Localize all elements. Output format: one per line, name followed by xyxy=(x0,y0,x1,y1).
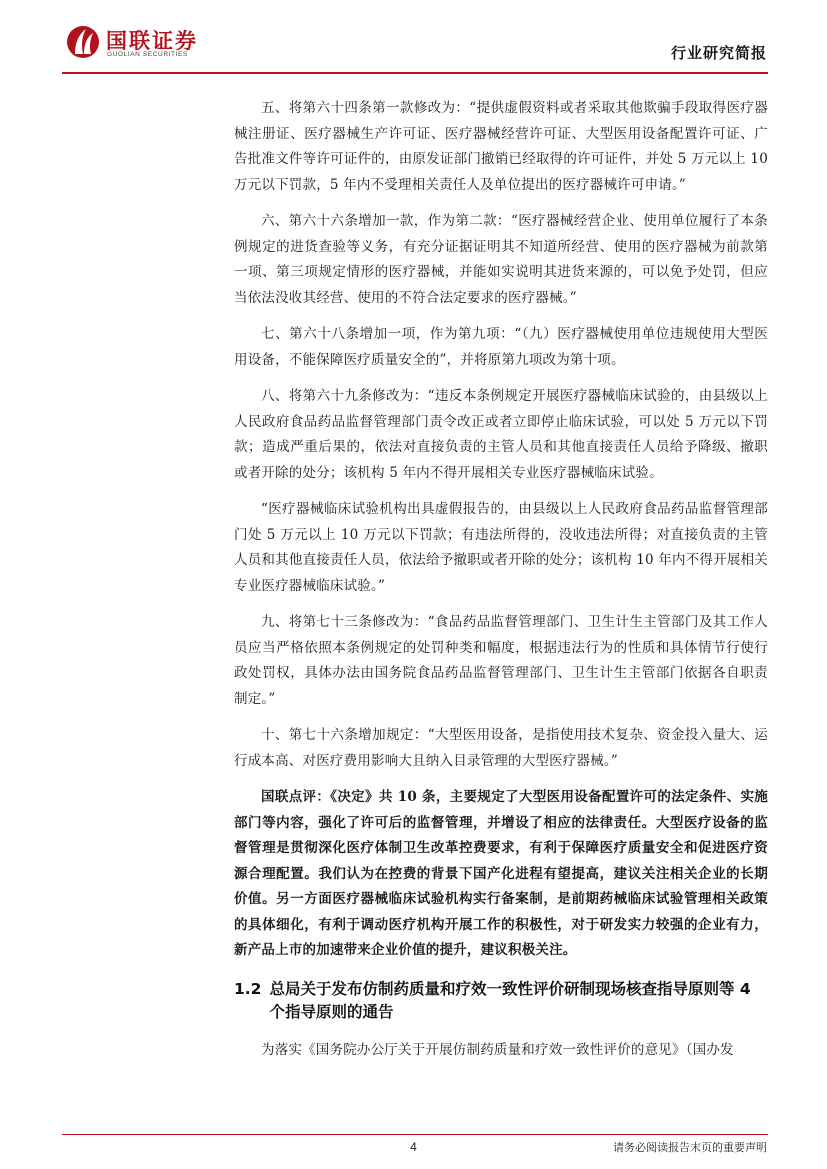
guolian-logo xyxy=(66,24,216,60)
section-title: 总局关于发布仿制药质量和疗效一致性评价研制现场核查指导原则等 4 个指导原则的通告 xyxy=(269,979,751,1021)
logo-english-name: GUOLIAN SECURITIES xyxy=(107,51,188,58)
paragraph-article-68: 七、第六十八条增加一项，作为第九项：“（九）医疗器械使用单位违规使用大型医用设备，不能保障医疗质量安全的”，并将原第九项改为第十项。 xyxy=(234,326,768,368)
footer-divider xyxy=(62,1134,768,1135)
report-type-label: 行业研究简报 xyxy=(670,44,767,62)
section-heading xyxy=(234,978,768,1024)
page-number: 4 xyxy=(410,1140,417,1154)
paragraph-article-69: 八、将第六十九条修改为：“违反本条例规定开展医疗器械临床试验的，由县级以上人民政府食品药品监督管理部门责令改正或者立即停止临床试验，可以处 5 万元以下罚款；造成严重后果的，依法对直接负责的主管人员和其他直接责任人员给予降级、撤职或者开除的处分；该机构 5 年内不得开展相关专业医疗器械临床试验。 xyxy=(234,388,768,481)
paragraph-article-66: 六、第六十六条增加一款，作为第二款：“医疗器械经营企业、使用单位履行了本条例规定的进货查验等义务，有充分证据证明其不知道所经营、使用的医疗器械为前款第一项、第三项规定情形的医疗器械，并能如实说明其进货来源的，可以免予处罚，但应当依法没收其经营、使用的不符合法定要求的医疗器械。” xyxy=(234,213,768,306)
page-header xyxy=(0,0,827,80)
paragraph-article-76: 十、第七十六条增加规定：“大型医用设备，是指使用技术复杂、资金投入量大、运行成本高、对医疗费用影响大且纳入目录管理的大型医疗器械。” xyxy=(234,727,768,769)
footer-disclaimer: 请务必阅读报告末页的重要声明 xyxy=(613,1141,767,1154)
paragraph-article-73: 九、将第七十三条修改为：“食品药品监督管理部门、卫生计生主管部门及其工作人员应当严格依照本条例规定的处罚种类和幅度，根据违法行为的性质和具体情节行使行政处罚权，具体办法由国务院食品药品监督管理部门、卫生计生主管部门依据各自职责制定。” xyxy=(234,614,768,707)
section-number: 1.2 xyxy=(234,979,262,998)
guolian-logo-icon xyxy=(66,24,100,60)
paragraph-article-69-second: “医疗器械临床试验机构出具虚假报告的，由县级以上人民政府食品药品监督管理部门处 5 万元以上 10 万元以下罚款；有违法所得的，没收违法所得；对直接负责的主管人员和其他直接责任人员，依法给予撤职或者开除的处分；该机构 10 年内不得开展相关专业医疗器械临床试验。” xyxy=(234,501,768,594)
paragraph-section-intro: 为落实《国务院办公厅关于开展仿制药质量和疗效一致性评价的意见》（国办发 xyxy=(261,1041,734,1058)
header-divider xyxy=(62,72,768,74)
logo-chinese-name: 国联证券 xyxy=(106,29,198,53)
paragraph-article-64: 五、将第六十四条第一款修改为：“提供虚假资料或者采取其他欺骗手段取得医疗器械注册证、医疗器械生产许可证、医疗器械经营许可证、大型医用设备配置许可证、广告批准文件等许可证件的，由原发证部门撤销已经取得的许可证件，并处 5 万元以上 10 万元以下罚款，5 年内不受理相关责任人及单位提出的医疗器械许可申请。” xyxy=(234,100,768,193)
page-body xyxy=(234,96,768,1074)
guolian-commentary: 国联点评：《决定》共 10 条，主要规定了大型医用设备配置许可的法定条件、实施部门等内容，强化了许可后的监督管理，并增设了相应的法律责任。大型医疗设备的监督管理是贯彻深化医疗体制卫生改革控费要求，有利于保障医疗质量安全和促进医疗资源合理配置。我们认为在控费的背景下国产化进程有望提高，建议关注相关企业的长期价值。另一方面医疗器械临床试验机构实行备案制，是前期药械临床试验管理相关政策的具体细化，有利于调动医疗机构开展工作的积极性，对于研发实力较强的企业有力，新产品上市的加速带来企业价值的提升，建议积极关注。 xyxy=(234,789,768,958)
